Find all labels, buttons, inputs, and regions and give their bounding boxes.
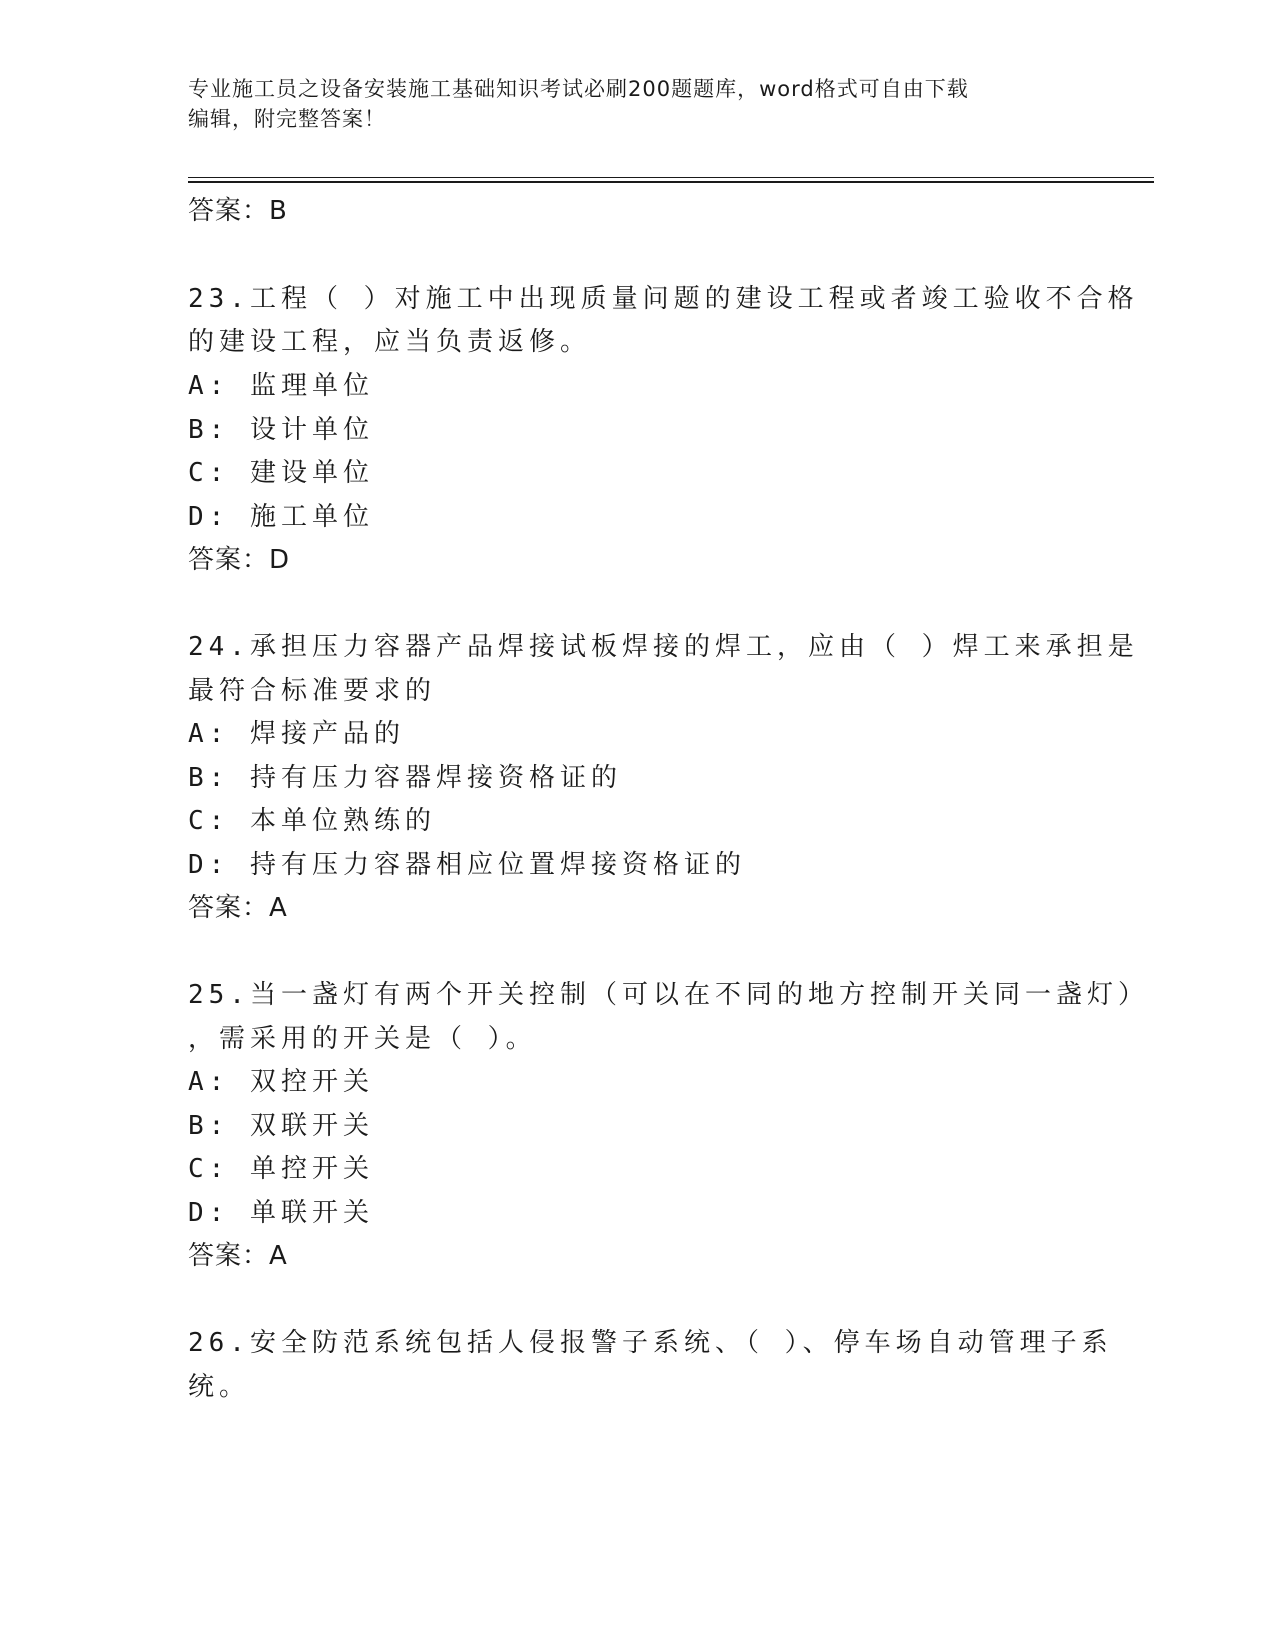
question-24-option-a: A: 焊接产品的 [188,719,405,749]
question-25-stem-line-2: ，需采用的开关是（ ）。 [188,1024,537,1054]
question-23-stem-line-2: 的建设工程，应当负责返修。 [188,327,592,357]
previous-answer: 答案：B [188,196,288,226]
question-25-option-b: B: 双联开关 [188,1111,374,1141]
question-24-stem-line-2: 最符合标准要求的 [188,676,437,706]
question-24-stem-line-1: 24.承担压力容器产品焊接试板焊接的焊工，应由（ ）焊工来承担是 [188,632,1139,662]
question-26-stem-line-2: 统。 [188,1372,251,1402]
question-23-answer: 答案：D [188,545,291,575]
header-divider-thick [188,181,1154,183]
question-25-option-d: D: 单联开关 [188,1198,374,1228]
question-23-stem-line-1: 23.工程（ ）对施工中出现质量问题的建设工程或者竣工验收不合格 [188,284,1139,314]
question-25-option-a: A: 双控开关 [188,1067,374,1097]
header-divider-thin [188,177,1154,178]
header-line-2: 编辑，附完整答案！ [188,107,386,131]
question-24-option-b: B: 持有压力容器焊接资格证的 [188,763,622,793]
question-25-answer: 答案：A [188,1241,288,1271]
question-23-option-d: D: 施工单位 [188,502,374,532]
question-23-option-c: C: 建设单位 [188,458,374,488]
question-24-option-d: D: 持有压力容器相应位置焊接资格证的 [188,850,746,880]
question-24-option-c: C: 本单位熟练的 [188,806,436,836]
header-line-1: 专业施工员之设备安装施工基础知识考试必刷200题题库，word格式可自由下载 [188,77,969,101]
question-26-stem-line-1: 26.安全防范系统包括人侵报警子系统、（ ）、停车场自动管理子系 [188,1328,1113,1358]
question-23-option-b: B: 设计单位 [188,415,374,445]
question-24-answer: 答案：A [188,893,288,923]
question-23-option-a: A: 监理单位 [188,371,374,401]
question-25-option-c: C: 单控开关 [188,1154,374,1184]
question-25-stem-line-1: 25.当一盏灯有两个开关控制（可以在不同的地方控制开关同一盏灯） [188,980,1149,1010]
document-header [188,74,1068,134]
